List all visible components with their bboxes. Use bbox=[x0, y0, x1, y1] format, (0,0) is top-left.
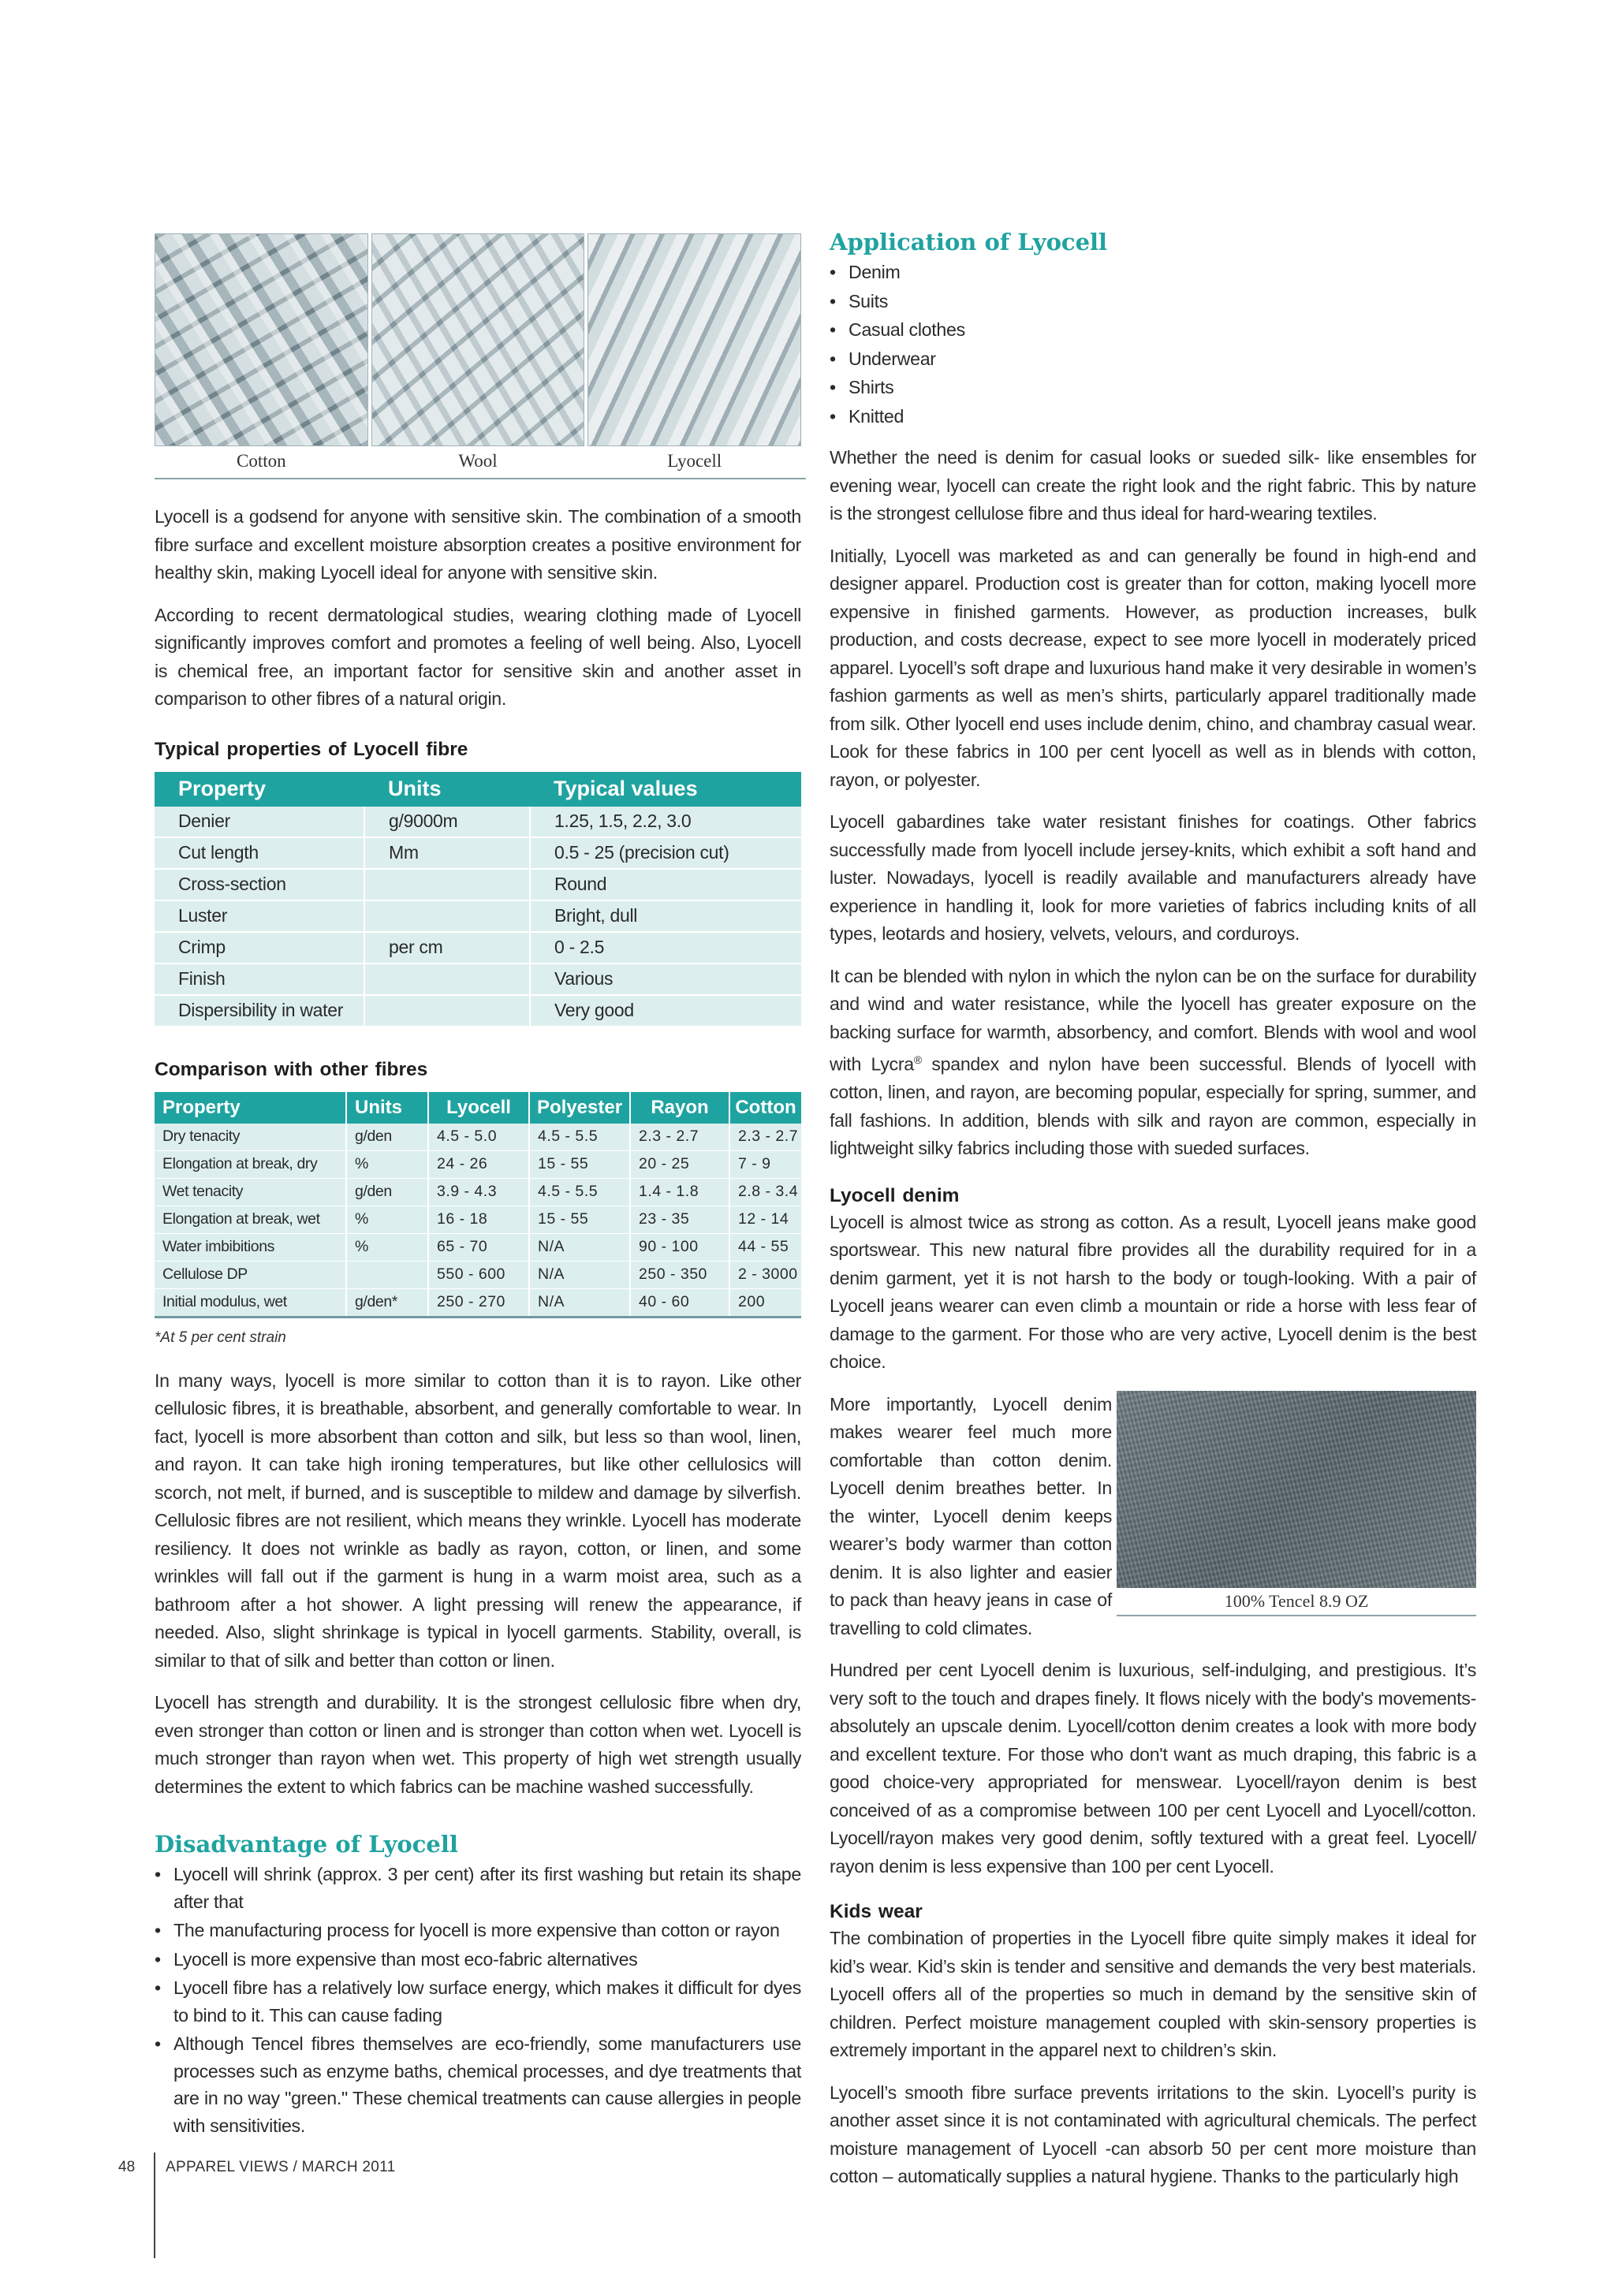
table-cell: Initial modulus, wet bbox=[155, 1288, 346, 1317]
table-row bbox=[155, 1261, 801, 1288]
table-cell: 250 - 270 bbox=[428, 1288, 529, 1317]
fibre-photos bbox=[155, 233, 801, 445]
photo-captions bbox=[155, 451, 801, 472]
table-cell: 12 - 14 bbox=[729, 1206, 801, 1233]
left-column bbox=[155, 233, 801, 2150]
table-cell: % bbox=[346, 1150, 428, 1178]
list-item: • Knitted bbox=[830, 403, 1476, 430]
table-cell: Water imbibitions bbox=[155, 1233, 346, 1261]
table-cell: 0.5 - 25 (precision cut) bbox=[530, 837, 801, 869]
intro-paragraph: Lyocell is a godsend for anyone with sensitive skin. The combination of a smooth fibre surface and excellent moisture absorption creates a positive environment for healthy skin, making Lyocell ideal for anyone with sensitive skin. bbox=[155, 506, 801, 583]
table-row bbox=[155, 1233, 801, 1261]
table-row bbox=[155, 900, 801, 932]
body-paragraph: In many ways, lyocell is more similar to cotton than it is to rayon. Like other cellulosic fibres, it is breathable, absorbent, and generally comfortable to wear. In fact, lyocell is more absorbent than cotton and silk, but less so than wool, linen, and rayon. It can take high ironing temperatures, but like other cellulosics will scorch, not melt, if burned, and is susceptible to mildew and damage by silverfish. Cellulosic fibres are not resilient, which means they wrinkle. Lyocell has moderate resiliency. It does not wrinkle as badly as rayon, cotton, or linen, and some wrinkles will fall out if the garment is hung in a warm moist area, such as a bathroom after a hot shower. A light pressing will renew the appearance, if needed. Also, slight shrinkage is typical in lyocell garments. Stability, overall, is similar to that of silk and better than cotton or linen. bbox=[155, 1370, 801, 1671]
table-cell: 15 - 55 bbox=[529, 1150, 630, 1178]
typical-properties-table bbox=[155, 772, 801, 1027]
table-cell bbox=[364, 964, 530, 995]
table-cell: g/9000m bbox=[364, 807, 530, 837]
table-cell: per cm bbox=[364, 932, 530, 964]
table-cell: Finish bbox=[155, 964, 364, 995]
list-item: • Shirts bbox=[830, 374, 1476, 401]
table-row bbox=[155, 1288, 801, 1317]
disadvantage-heading: Disadvantage of Lyocell bbox=[155, 1831, 458, 1858]
right-column bbox=[830, 229, 1476, 2205]
table-cell: 40 - 60 bbox=[630, 1288, 729, 1317]
denim-fabric-image bbox=[1117, 1391, 1476, 1588]
table-cell: % bbox=[346, 1206, 428, 1233]
table-cell bbox=[364, 995, 530, 1027]
publication-footer: APPAREL VIEWS / MARCH 2011 bbox=[166, 2159, 396, 2175]
column-header: Cotton bbox=[729, 1092, 801, 1124]
footer-divider bbox=[154, 2152, 155, 2258]
table-cell: Denier bbox=[155, 807, 364, 837]
body-paragraph: Lyocell has strength and durability. It is the strongest cellulosic fibre when dry, even stronger than cotton or linen and is stronger than cotton when wet. Lyocell is much stronger than rayon when wet. This property of high wet strength usually determines the extent to which fabrics can be machine washed successfully. bbox=[155, 1692, 801, 1797]
table-row bbox=[155, 869, 801, 900]
denim-figure bbox=[1117, 1391, 1476, 1616]
blend-text-start: It can be blended with nylon in which the nylon can be on the surface for durability and wind and water resistance, while the lyocell has greater exposure on the backing surface for warmth, absorbency, and comfort. Blends with wool and wool with Lycra bbox=[830, 965, 1476, 1075]
list-item: • Casual clothes bbox=[830, 316, 1476, 344]
table-cell: Bright, dull bbox=[530, 900, 801, 932]
column-header: Units bbox=[364, 772, 530, 807]
table-cell bbox=[364, 869, 530, 900]
table-row bbox=[155, 995, 801, 1027]
comparison-table bbox=[155, 1092, 801, 1318]
table-row bbox=[155, 1150, 801, 1178]
table-footnote: *At 5 per cent strain bbox=[155, 1329, 286, 1346]
table-cell: 4.5 - 5.5 bbox=[529, 1178, 630, 1206]
table-row bbox=[155, 807, 801, 837]
lyocell-fibre-image bbox=[587, 233, 801, 446]
table-cell: N/A bbox=[529, 1261, 630, 1288]
table-header-row bbox=[155, 1092, 801, 1124]
column-header: Polyester bbox=[529, 1092, 630, 1124]
application-list bbox=[830, 259, 1476, 430]
table-cell: 16 - 18 bbox=[428, 1206, 529, 1233]
table-cell: 15 - 55 bbox=[529, 1206, 630, 1233]
column-header: Typical values bbox=[530, 772, 801, 807]
table-cell: 20 - 25 bbox=[630, 1150, 729, 1178]
table-cell: Various bbox=[530, 964, 801, 995]
table-cell: Crimp bbox=[155, 932, 364, 964]
table-row bbox=[155, 932, 801, 964]
table-cell: 1.4 - 1.8 bbox=[630, 1178, 729, 1206]
column-header: Property bbox=[155, 772, 364, 807]
table-cell: g/den bbox=[346, 1178, 428, 1206]
table-cell: 4.5 - 5.5 bbox=[529, 1124, 630, 1151]
body-paragraph: Lyocell’s smooth fibre surface prevents irritations to the skin. Lyocell’s purity is another asset since it is not contaminated with agricultural chemicals. The perfect moisture management of Lyocell -can absorb 50 per cent more moisture than cotton – automatically supplies a natural hygiene. Thanks to the particularly high bbox=[830, 2082, 1476, 2187]
denim-image-caption: 100% Tencel 8.9 OZ bbox=[1117, 1588, 1476, 1616]
caption-lyocell: Lyocell bbox=[667, 451, 722, 471]
list-item: • Lyocell fibre has a relatively low surface energy, which makes it difficult for dyes to bind to it. This can cause fading bbox=[155, 1974, 801, 2029]
cotton-fibre-image bbox=[155, 233, 368, 446]
table-row bbox=[155, 1178, 801, 1206]
table-cell: g/den bbox=[346, 1124, 428, 1151]
list-item: • Lyocell is more expensive than most eco-fabric alternatives bbox=[155, 1946, 801, 1974]
table-cell: 2.8 - 3.4 bbox=[729, 1178, 801, 1206]
registered-mark: ® bbox=[913, 1053, 922, 1066]
table-cell: Cellulose DP bbox=[155, 1261, 346, 1288]
page-number: 48 bbox=[118, 2159, 136, 2175]
table-cell: 1.25, 1.5, 2.2, 3.0 bbox=[530, 807, 801, 837]
table-cell bbox=[346, 1261, 428, 1288]
table-cell: 250 - 350 bbox=[630, 1261, 729, 1288]
table-row bbox=[155, 1206, 801, 1233]
body-paragraph: Lyocell is almost twice as strong as cotton. As a result, Lyocell jeans make good sportswear. This new natural fibre provides all the durability required for in a denim garment, yet it is not harsh to the body or tough-looking. With a pair of Lyocell jeans wearer can even climb a mountain or ride a horse with less fear of damage to the garment. For those who are very active, Lyocell denim is the best choice. bbox=[830, 1211, 1476, 1373]
table-cell: 90 - 100 bbox=[630, 1233, 729, 1261]
wool-fibre-image bbox=[371, 233, 585, 446]
list-item: • Although Tencel fibres themselves are eco-friendly, some manufacturers use processes such as enzyme baths, chemical processes, and dye treatments that are in no way "green." These chemical treatments can cause allergies in people with sensitivities. bbox=[155, 2030, 801, 2139]
denim-heading: Lyocell denim bbox=[830, 1184, 960, 1206]
list-item: • Suits bbox=[830, 288, 1476, 315]
table-cell: Luster bbox=[155, 900, 364, 932]
column-header: Units bbox=[346, 1092, 428, 1124]
denim-inset-text: More importantly, Lyocell denim makes wearer feel much more comfortable than cotton denim. Lyocell denim breathes better. In the winter, Lyocell denim keeps wearer’s body warmer than cotton denim. It is also lighter and easier to pack than heavy jeans in case of travelling to cold climates. bbox=[830, 1393, 1112, 1638]
table-cell: Very good bbox=[530, 995, 801, 1027]
blend-text-end: spandex and nylon have been successful. Blends of lyocell with cotton, linen, and rayon, are becoming popular, especially for spring, summer, and fall fashions. In addition, blends with silk and rayon are common, especially in lightweight silky fabrics including those with sueded surfaces. bbox=[830, 1053, 1476, 1159]
table-cell: 3.9 - 4.3 bbox=[428, 1178, 529, 1206]
body-paragraph: Whether the need is denim for casual looks or sueded silk- like ensembles for evening wear, lyocell can create the right look and the right fabric. This by nature is the strongest cellulose fibre and thus ideal for hard-wearing textiles. bbox=[830, 447, 1476, 524]
table-header-row bbox=[155, 772, 801, 807]
list-item: • The manufacturing process for lyocell is more expensive than cotton or rayon bbox=[155, 1917, 801, 1944]
table-cell: Cross-section bbox=[155, 869, 364, 900]
table-cell: Dry tenacity bbox=[155, 1124, 346, 1151]
body-paragraph bbox=[830, 963, 1476, 1163]
table-cell: 24 - 26 bbox=[428, 1150, 529, 1178]
list-item: • Denim bbox=[830, 259, 1476, 286]
table-cell: 65 - 70 bbox=[428, 1233, 529, 1261]
table-cell: 200 bbox=[729, 1288, 801, 1317]
denim-inset bbox=[830, 1391, 1476, 1643]
table-cell: N/A bbox=[529, 1233, 630, 1261]
typical-properties-heading: Typical properties of Lyocell fibre bbox=[155, 738, 468, 760]
body-paragraph: Hundred per cent Lyocell denim is luxurious, self-indulging, and prestigious. It’s very soft to the touch and drapes finely. It flows nicely with the body's movements-absolutely an upscale denim. Lyocell/cotton denim creates a look with more body and excellent texture. For those who don't want as much draping, this fabric is a good choice-very appropriated for menswear. Lyocell/rayon denim is best conceived of as a compromise between 100 per cent Lyocell and Lyocell/cotton. Lyocell/rayon makes very good denim, softly textured with a great feel. Lyocell/ rayon denim is less expensive than 100 per cent Lyocell. bbox=[830, 1660, 1476, 1877]
table-row bbox=[155, 1124, 801, 1151]
table-cell: Wet tenacity bbox=[155, 1178, 346, 1206]
list-item: • Underwear bbox=[830, 345, 1476, 373]
table-cell: 550 - 600 bbox=[428, 1261, 529, 1288]
application-heading: Application of Lyocell bbox=[830, 229, 1108, 255]
table-cell: Dispersibility in water bbox=[155, 995, 364, 1027]
table-cell: 23 - 35 bbox=[630, 1206, 729, 1233]
disadvantage-list bbox=[155, 1861, 801, 2139]
table-cell: % bbox=[346, 1233, 428, 1261]
intro-paragraph: According to recent dermatological studies, wearing clothing made of Lyocell significantly improves comfort and promotes a feeling of well being. Also, Lyocell is chemical free, an important factor for sensitive skin and another asset in comparison to other fibres of a natural origin. bbox=[155, 604, 801, 709]
comparison-heading: Comparison with other fibres bbox=[155, 1058, 428, 1080]
table-cell: 2 - 3000 bbox=[729, 1261, 801, 1288]
table-cell: 0 - 2.5 bbox=[530, 932, 801, 964]
caption-wool: Wool bbox=[458, 451, 498, 471]
table-cell: 2.3 - 2.7 bbox=[729, 1124, 801, 1151]
body-paragraph: Initially, Lyocell was marketed as and can generally be found in high-end and designer apparel. Production cost is greater than for cotton, making lyocell more expensive in finished garments. However, as production increases, bulk production, and costs decrease, expect to see more lyocell in moderately priced apparel. Lyocell’s soft drape and luxurious hand make it very desirable in women’s fashion garments as well as men’s shirts, particularly apparel traditionally made from silk. Other lyocell end uses include denim, chino, and chambray casual wear. Look for these fabrics in 100 per cent lyocell as well as in blends with cotton, rayon, or polyester. bbox=[830, 545, 1476, 790]
table-cell: Mm bbox=[364, 837, 530, 869]
kids-wear-heading: Kids wear bbox=[830, 1901, 923, 1923]
table-row bbox=[155, 964, 801, 995]
table-cell: 4.5 - 5.0 bbox=[428, 1124, 529, 1151]
body-paragraph: Lyocell gabardines take water resistant finishes for coatings. Other fabrics successfully made from lyocell include jersey-knits, which exhibit a soft hand and luster. Nowadays, lyocell is readily available and manufacturers already have experience in handling it, look for more varieties of fabrics including knits of all types, leotards and hosiery, velvets, velours, and corduroys. bbox=[830, 811, 1476, 944]
table-cell: Elongation at break, dry bbox=[155, 1150, 346, 1178]
table-cell: N/A bbox=[529, 1288, 630, 1317]
table-cell: Round bbox=[530, 869, 801, 900]
column-header: Property bbox=[155, 1092, 346, 1124]
column-header: Lyocell bbox=[428, 1092, 529, 1124]
table-cell: 44 - 55 bbox=[729, 1233, 801, 1261]
table-cell: 2.3 - 2.7 bbox=[630, 1124, 729, 1151]
caption-cotton: Cotton bbox=[237, 451, 286, 471]
list-item: • Lyocell will shrink (approx. 3 per cent) after its first washing but retain its shape after that bbox=[155, 1861, 801, 1915]
column-header: Rayon bbox=[630, 1092, 729, 1124]
table-cell: 7 - 9 bbox=[729, 1150, 801, 1178]
body-paragraph: The combination of properties in the Lyocell fibre quite simply makes it ideal for kid’s wear. Kid’s skin is tender and sensitive and demands the very best materials. Lyocell offers all of the properties so much in demand by the sensitive skin of children. Perfect moisture management coupled with skin-sensory properties is extremely important in the apparel next to children’s skin. bbox=[830, 1928, 1476, 2061]
table-cell: Cut length bbox=[155, 837, 364, 869]
table-cell: g/den* bbox=[346, 1288, 428, 1317]
table-row bbox=[155, 837, 801, 869]
table-cell bbox=[364, 900, 530, 932]
table-cell: Elongation at break, wet bbox=[155, 1206, 346, 1233]
